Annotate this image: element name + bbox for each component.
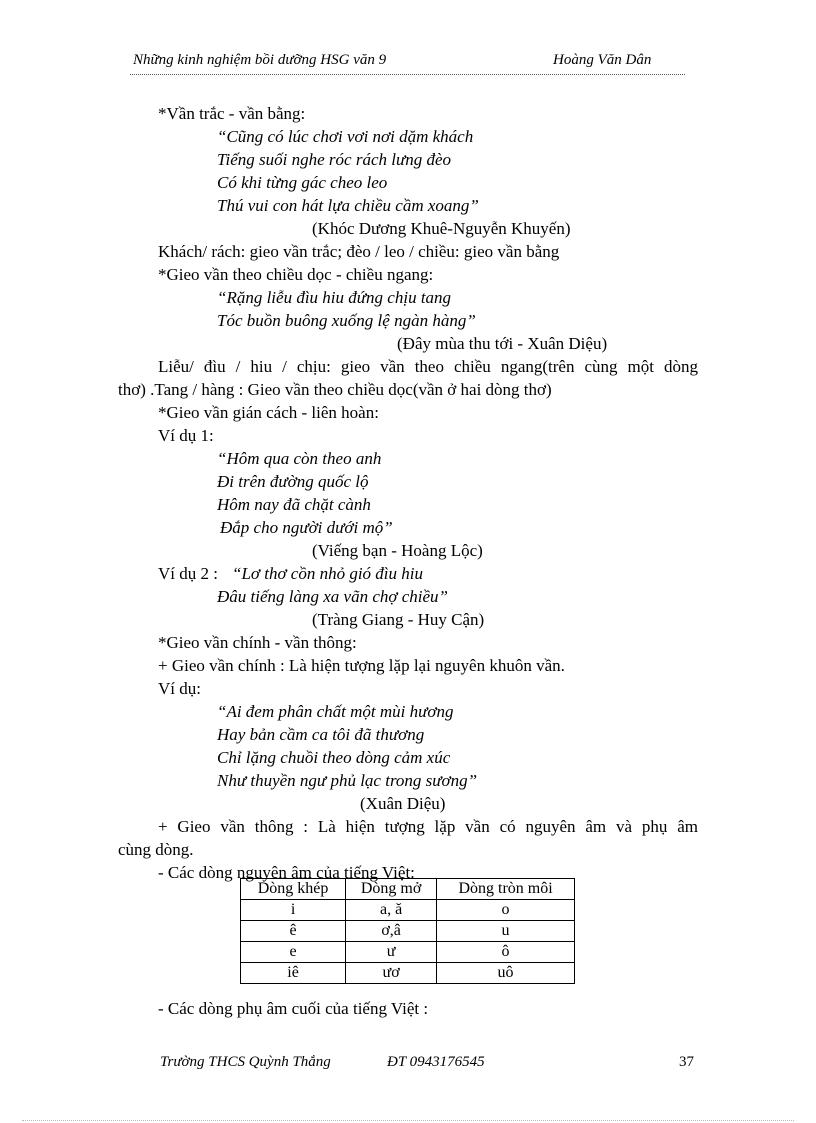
section-heading: *Gieo vần chính - vần thông: (158, 633, 357, 652)
table-cell: i (241, 900, 346, 921)
table-header: Dòng tròn môi (437, 879, 575, 900)
table-header: Dòng khép (241, 879, 346, 900)
poem-line: Đâu tiếng làng xa vãn chợ chiều” (217, 587, 448, 606)
table-row (241, 942, 575, 963)
poem-line: Hay bản cầm ca tôi đã thương (217, 725, 425, 744)
poem-line: Tóc buồn buông xuống lệ ngàn hàng” (217, 311, 476, 330)
table-row (241, 900, 575, 921)
vowel-table (240, 878, 575, 984)
body-text: - Các dòng nguyên âm của tiếng Việt: (158, 863, 415, 882)
table-cell: o (437, 900, 575, 921)
poem-source: (Xuân Diệu) (360, 794, 446, 813)
poem-line: Hôm nay đã chặt cành (217, 495, 371, 514)
body-text: thơ) .Tang / hàng : Gieo vần theo chiều dọc(vần ở hai dòng thơ) (118, 380, 552, 399)
table-cell: iê (241, 963, 346, 984)
table-cell: a, ă (346, 900, 437, 921)
poem-line: “Ai đem phân chất một mùi hương (217, 702, 454, 721)
table-cell: ô (437, 942, 575, 963)
section-heading: *Gieo vần theo chiều dọc - chiều ngang: (158, 265, 434, 284)
body-text: Liễu/ đìu / hiu / chịu: gieo vần theo chiều ngang(trên cùng một dòng (158, 357, 698, 376)
body-text: Khách/ rách: gieo vần trắc; đèo / leo / chiều: gieo vần bằng (158, 242, 560, 261)
example-label: Ví dụ 1: (158, 426, 214, 445)
body-text: - Các dòng phụ âm cuối của tiếng Việt : (158, 999, 429, 1018)
footer-phone: ĐT 0943176545 (387, 1054, 485, 1070)
poem-source: (Đây mùa thu tới - Xuân Diệu) (397, 334, 608, 353)
table-cell: u (437, 921, 575, 942)
poem-source: (Khóc Dương Khuê-Nguyễn Khuyến) (312, 219, 571, 238)
page-number: 37 (679, 1054, 694, 1070)
example-label: Ví dụ: (158, 679, 201, 698)
poem-line: “Hôm qua còn theo anh (217, 449, 382, 468)
page-bottom-divider (22, 1120, 794, 1121)
header-author: Hoàng Văn Dân (553, 52, 652, 68)
poem-line: Có khi từng gác cheo leo (217, 173, 388, 192)
table-cell: e (241, 942, 346, 963)
header-title: Những kinh nghiệm bồi dưỡng HSG văn 9 (133, 52, 387, 68)
poem-line: Tiếng suối nghe róc rách lưng đèo (217, 150, 452, 169)
table-cell: ê (241, 921, 346, 942)
poem-source: (Viếng bạn - Hoàng Lộc) (312, 541, 483, 560)
poem-line: Chỉ lặng chuồi theo dòng cảm xúc (217, 748, 451, 767)
example-label: Ví dụ 2 : (158, 564, 218, 583)
footer-school: Trường THCS Quỳnh Thắng (160, 1054, 331, 1070)
header-divider (130, 74, 685, 75)
body-text: cùng dòng. (118, 840, 194, 859)
section-heading: *Vần trắc - vần bằng: (158, 104, 306, 123)
body-text: + Gieo vần chính : Là hiện tượng lặp lại nguyên khuôn vần. (158, 656, 565, 675)
poem-line: “Lơ thơ cồn nhỏ gió đìu hiu (232, 564, 423, 583)
table-row (241, 921, 575, 942)
section-heading: *Gieo vần gián cách - liên hoàn: (158, 403, 379, 422)
table-cell: ư (346, 942, 437, 963)
poem-line: Đắp cho người dưới mộ” (220, 518, 393, 537)
poem-line: Như thuyền ngư phủ lạc trong sương” (217, 771, 478, 790)
poem-line: “Rặng liễu đìu hiu đứng chịu tang (217, 288, 452, 307)
body-text: + Gieo vần thông : Là hiện tượng lặp vần có nguyên âm và phụ âm (158, 817, 698, 836)
table-header-row (241, 879, 575, 900)
poem-line: Đi trên đường quốc lộ (217, 472, 369, 491)
poem-line: “Cũng có lúc chơi vơi nơi dặm khách (217, 127, 474, 146)
table-header: Dòng mở (346, 879, 437, 900)
table-row (241, 963, 575, 984)
table-cell: ươ (346, 963, 437, 984)
poem-source: (Tràng Giang - Huy Cận) (312, 610, 485, 629)
table-cell: uô (437, 963, 575, 984)
table-cell: ơ,â (346, 921, 437, 942)
poem-line: Thú vui con hát lựa chiều cầm xoang” (217, 196, 479, 215)
